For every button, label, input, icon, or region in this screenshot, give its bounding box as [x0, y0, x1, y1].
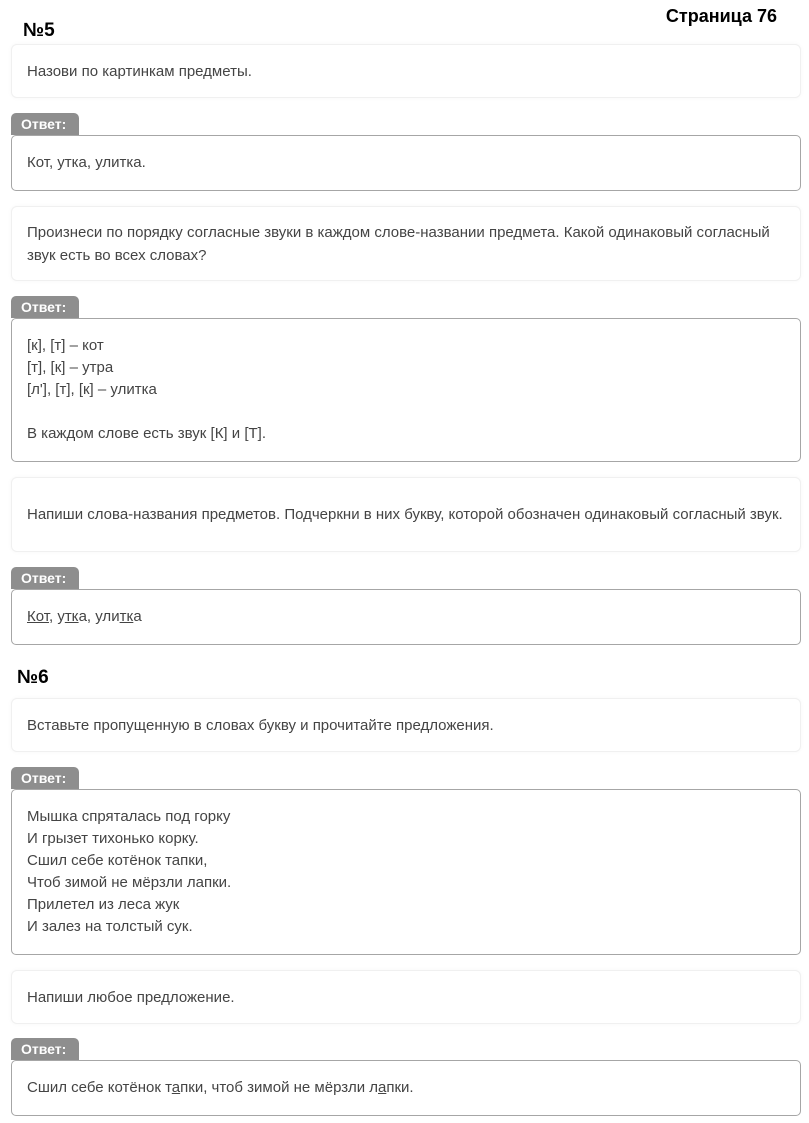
answer-fragment: у [57, 608, 65, 625]
question-text: Назови по картинкам предметы. [27, 62, 252, 80]
answer-5-2 [11, 318, 801, 462]
underlined-letters: а [171, 1079, 181, 1096]
question-6-2 [11, 970, 801, 1024]
question-5-3 [11, 477, 801, 552]
underlined-letters: Кот [27, 608, 49, 625]
answer-line: [т], [к] – утра [27, 359, 114, 376]
answer-text [27, 606, 785, 628]
answer-fragment: Сшил себе котёнок т [27, 1079, 172, 1096]
task-number-5: №5 [23, 20, 55, 41]
answer-fragment: пки, чтоб зимой не мёрзли л [180, 1079, 378, 1096]
poem-line: И грызет тихонько корку. [27, 830, 199, 847]
answer-fragment: а, [78, 608, 96, 625]
poem-line: И залез на толстый сук. [27, 918, 193, 935]
underlined-letters: тк [64, 608, 79, 625]
underlined-letters: тк [119, 608, 134, 625]
answer-6-1 [11, 789, 801, 955]
poem-line: Мышка спряталась под горку [27, 808, 231, 825]
answer-fragment: ули [95, 608, 120, 625]
question-5-1 [11, 44, 801, 98]
question-5-2 [11, 206, 801, 281]
answer-text: Кот, утка, улитка. [27, 154, 146, 171]
answer-line: [л'], [т], [к] – улитка [27, 381, 157, 398]
question-text: Вставьте пропущенную в словах букву и прочитайте предложения. [27, 716, 494, 734]
answer-fragment: , [48, 608, 58, 625]
question-6-1 [11, 698, 801, 752]
answer-label: Ответ: [11, 567, 79, 589]
answer-line: В каждом слове есть звук [К] и [Т]. [27, 425, 266, 442]
answer-label: Ответ: [11, 113, 79, 135]
answer-fragment: пки. [386, 1079, 414, 1096]
answer-label: Ответ: [11, 296, 79, 318]
answer-label: Ответ: [11, 767, 79, 789]
answer-label: Ответ: [11, 1038, 79, 1060]
answer-text [27, 1077, 785, 1099]
poem-line: Прилетел из леса жук [27, 896, 180, 913]
poem-line: Чтоб зимой не мёрзли лапки. [27, 874, 232, 891]
page-number: Страница 76 [665, 6, 777, 26]
blank-line [27, 401, 785, 423]
poem-line: Сшил себе котёнок тапки, [27, 852, 208, 869]
underlined-letters: а [378, 1079, 387, 1096]
answer-fragment: а [133, 608, 142, 625]
answer-5-3 [11, 589, 801, 645]
question-text: Напиши любое предложение. [27, 988, 235, 1006]
task-number-6: №6 [17, 667, 49, 688]
question-text: Напиши слова-названия предметов. Подчеркни в них букву, которой обозначен одинаковый согласный звук. [27, 506, 783, 523]
answer-5-1 [11, 135, 801, 191]
answer-line: [к], [т] – кот [27, 337, 104, 354]
answer-6-2 [11, 1060, 801, 1116]
question-text: Произнеси по порядку согласные звуки в каждом слове-названии предмета. Какой одинаковый согласный звук есть во всех словах? [27, 223, 770, 264]
